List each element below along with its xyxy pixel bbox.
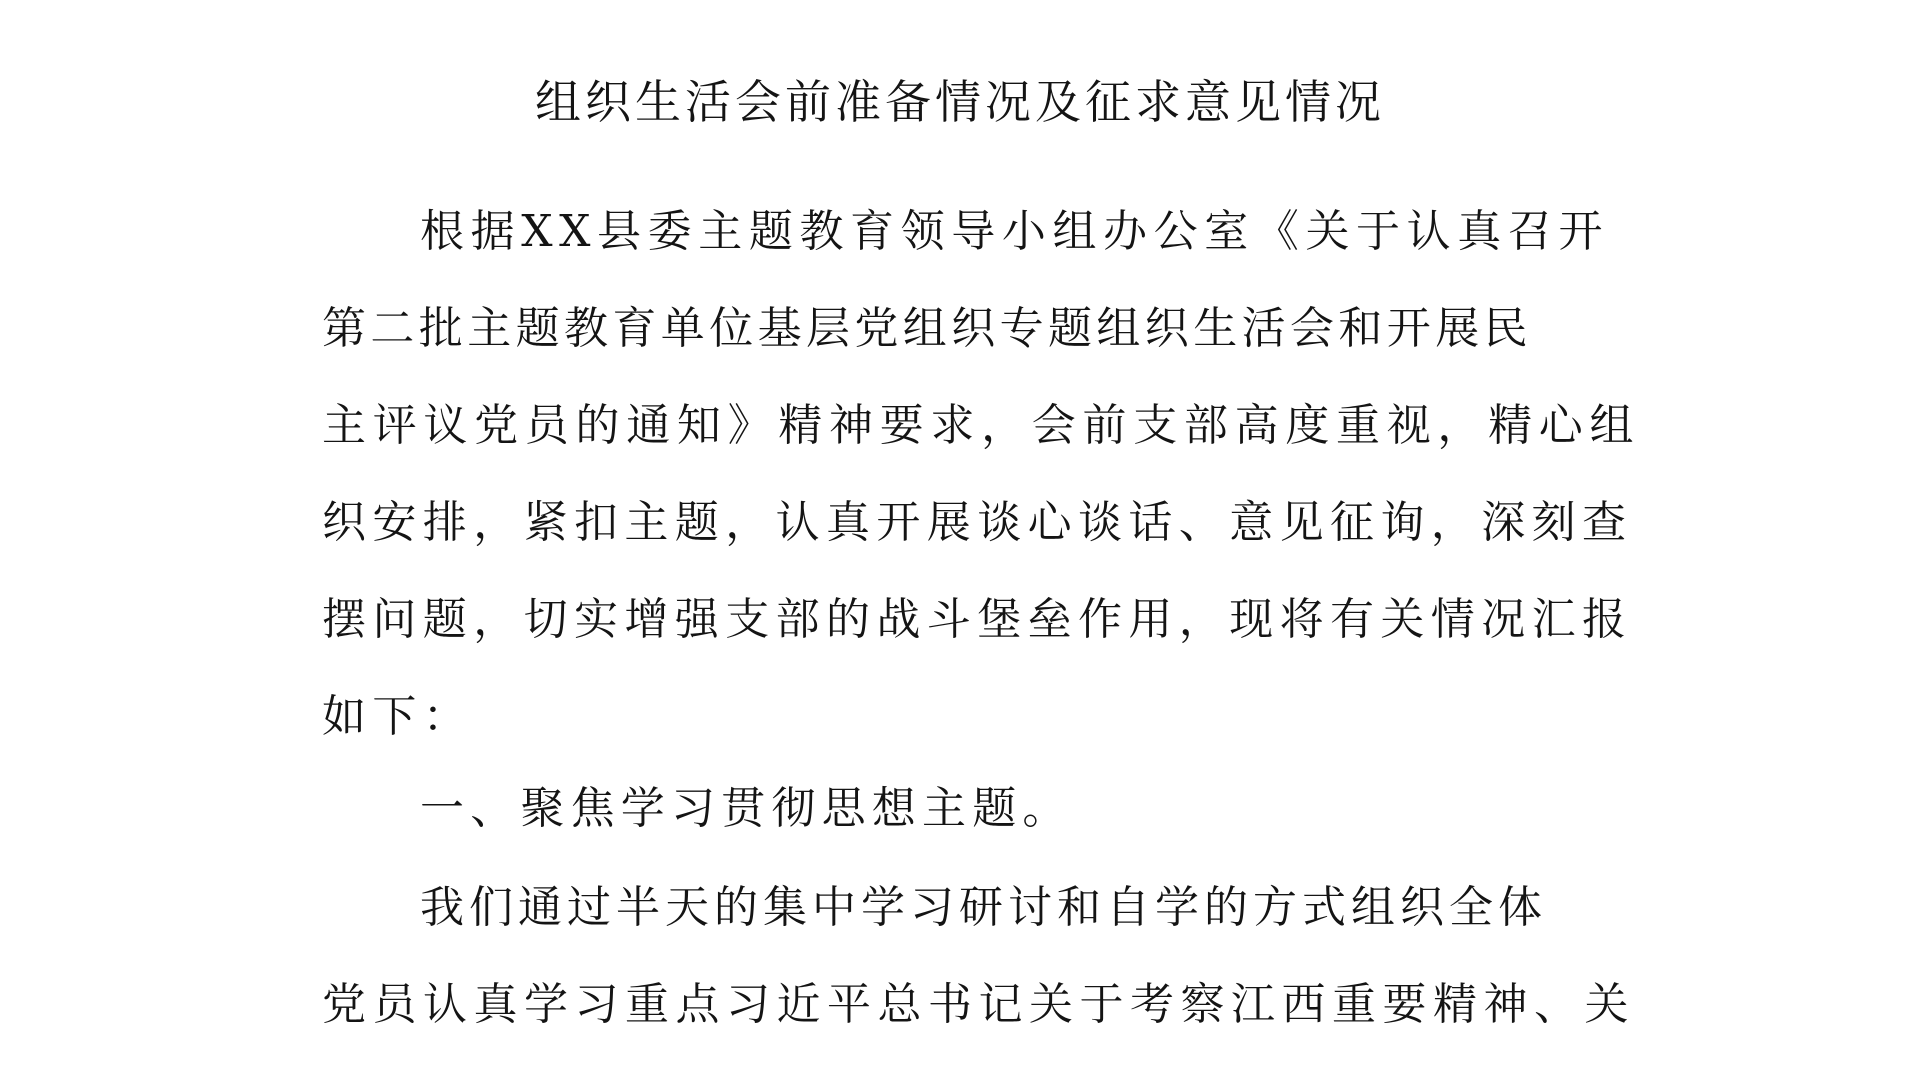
section-heading: 一、聚焦学习贯彻思想主题。 [420,783,1073,834]
paragraph-line: 我们通过半天的集中学习研讨和自学的方式组织全体 [420,882,1547,933]
paragraph-line: 第二批主题教育单位基层党组织专题组织生活会和开展民 [322,303,1532,354]
paragraph-line: 如下： [322,691,474,742]
paragraph-line: 党员认真学习重点习近平总书记关于考察江西重要精神、关 [322,979,1635,1030]
paragraph-line: 织安排，紧扣主题，认真开展谈心谈话、意见征询，深刻查 [322,497,1633,548]
paragraph-line: 根据XX县委主题教育领导小组办公室《关于认真召开 [420,206,1610,257]
document-title: 组织生活会前准备情况及征求意见情况 [535,75,1385,129]
paragraph-line: 主评议党员的通知》精神要求，会前支部高度重视，精心组 [322,400,1641,451]
paragraph-line: 摆问题，切实增强支部的战斗堡垒作用，现将有关情况汇报 [322,594,1633,645]
